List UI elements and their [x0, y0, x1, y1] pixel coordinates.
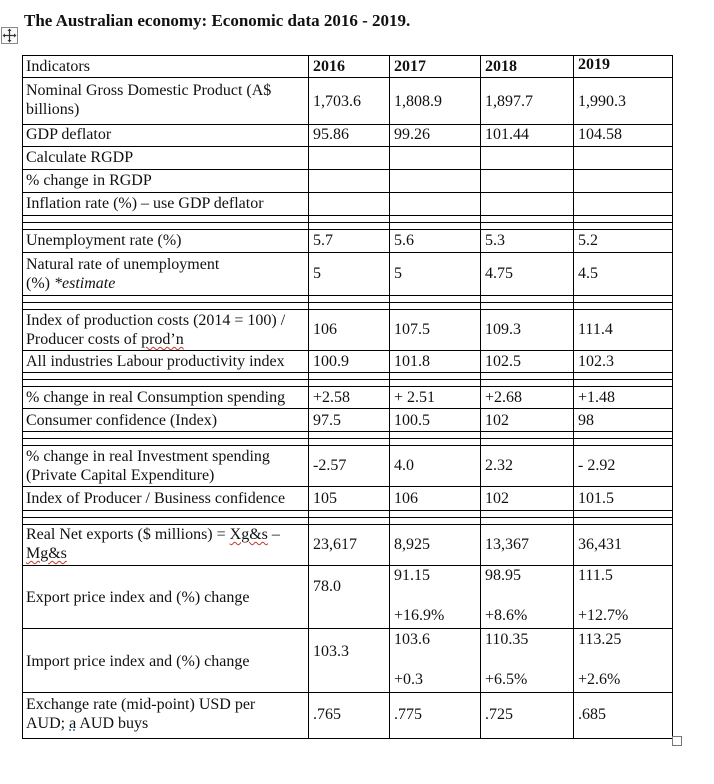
value-consumer-confidence-2018: 102	[485, 412, 509, 429]
value-consumption-2018: +2.68	[485, 389, 523, 406]
value-labour-productivity-2018: 102.5	[485, 353, 521, 370]
value-exchange-2017: .775	[394, 706, 422, 723]
value-natural-rate-2018: 4.75	[485, 265, 513, 282]
label-aud-buys: AUD buys	[76, 715, 149, 732]
label-business-confidence: Index of Producer / Business confidence	[26, 490, 286, 507]
row-divider	[23, 252, 672, 253]
label-xgs: Xg&s	[229, 526, 268, 543]
value-export-index-2017: 91.15	[394, 567, 430, 584]
header-2016: 2016	[313, 58, 345, 75]
value-export-change-2018: +8.6%	[485, 607, 528, 624]
label-production-costs-index: Index of production costs (2014 = 100) /	[26, 312, 286, 329]
value-nominal-gdp-2017: 1,808.9	[394, 93, 442, 110]
row-divider	[23, 408, 672, 409]
value-business-confidence-2019: 101.5	[578, 490, 614, 507]
value-unemployment-2017: 5.6	[394, 232, 414, 249]
label-exchange-rate: Exchange rate (mid-point) USD per	[26, 696, 256, 713]
row-divider	[23, 192, 672, 193]
header-indicators: Indicators	[26, 58, 90, 75]
row-divider	[23, 628, 672, 629]
value-import-change-2017: +0.3	[394, 671, 424, 688]
value-nominal-gdp-2018: 1,897.7	[485, 93, 533, 110]
value-net-exports-2019: 36,431	[578, 536, 622, 553]
label-investment-line2: (Private Capital Expenditure)	[26, 467, 215, 484]
row-divider	[23, 229, 672, 230]
value-import-change-2019: +2.6%	[578, 671, 621, 688]
value-investment-2017: 4.0	[394, 457, 414, 474]
value-net-exports-2016: 23,617	[313, 536, 357, 553]
table-move-handle[interactable]	[1, 27, 18, 44]
value-gdp-deflator-2017: 99.26	[394, 126, 430, 143]
label-production-costs-line2	[26, 331, 184, 349]
label-natural-rate-unit: (%)	[26, 275, 54, 292]
label-nominal-gdp: Nominal Gross Domestic Product (A$	[26, 82, 272, 99]
value-gdp-deflator-2016: 95.86	[313, 126, 349, 143]
label-aud: AUD;	[26, 715, 70, 732]
label-consumption-change: % change in real Consumption spending	[26, 389, 286, 406]
header-2019: 2019	[578, 56, 610, 73]
row-divider	[23, 517, 672, 518]
row-divider	[23, 565, 672, 566]
value-nominal-gdp-2016: 1,703.6	[313, 93, 361, 110]
value-natural-rate-2019: 4.5	[578, 265, 598, 282]
label-consumer-confidence: Consumer confidence (Index)	[26, 412, 218, 429]
label-export-price-index: Export price index and (%) change	[26, 589, 250, 606]
value-unemployment-2019: 5.2	[578, 232, 598, 249]
row-divider	[23, 77, 672, 78]
row-divider	[23, 379, 672, 380]
value-net-exports-2018: 13,367	[485, 536, 529, 553]
row-divider	[23, 309, 672, 310]
label-estimate-note: *estimate	[53, 275, 116, 292]
value-business-confidence-2018: 102	[485, 490, 509, 507]
value-consumption-2017: + 2.51	[394, 389, 436, 406]
value-export-change-2019: +12.7%	[578, 607, 629, 624]
row-divider	[23, 124, 672, 125]
row-divider	[23, 169, 672, 170]
row-divider	[23, 215, 672, 216]
value-investment-2019: - 2.92	[578, 457, 616, 474]
header-2017: 2017	[394, 58, 426, 75]
row-divider	[23, 431, 672, 432]
value-production-costs-2016: 106	[313, 321, 337, 338]
row-divider	[23, 302, 672, 303]
document-title: The Australian economy: Economic data 2016 - 2019.	[24, 11, 411, 30]
value-unemployment-2018: 5.3	[485, 232, 505, 249]
label-prodn-misspelled: prod’n	[141, 331, 184, 348]
value-production-costs-2018: 109.3	[485, 321, 521, 338]
economic-data-table[interactable]	[22, 55, 673, 739]
value-gdp-deflator-2018: 101.44	[485, 126, 529, 143]
label-mgs: Mg&s	[26, 545, 67, 562]
value-labour-productivity-2016: 100.9	[313, 353, 349, 370]
value-import-index-2017: 103.6	[394, 631, 430, 648]
row-divider	[23, 372, 672, 373]
value-export-index-2019: 111.5	[578, 567, 613, 584]
value-export-change-2017: +16.9%	[394, 607, 445, 624]
label-pct-change-rgdp: % change in RGDP	[26, 172, 152, 189]
value-investment-2016: -2.57	[313, 457, 347, 474]
label-exchange-rate-line2	[26, 715, 148, 733]
value-consumer-confidence-2019: 98	[578, 412, 594, 429]
value-natural-rate-2016: 5	[313, 265, 321, 282]
value-export-index-2018: 98.95	[485, 567, 521, 584]
value-consumption-2016: +2.58	[313, 389, 351, 406]
row-divider	[23, 486, 672, 487]
row-divider	[23, 222, 672, 223]
value-production-costs-2019: 111.4	[578, 321, 613, 338]
value-investment-2018: 2.32	[485, 457, 513, 474]
row-divider	[23, 692, 672, 693]
label-gdp-deflator: GDP deflator	[26, 126, 112, 143]
value-production-costs-2017: 107.5	[394, 321, 430, 338]
label-article-a: a	[69, 715, 77, 732]
label-import-price-index: Import price index and (%) change	[26, 653, 250, 670]
value-business-confidence-2016: 105	[313, 490, 337, 507]
value-consumption-2019: +1.48	[578, 389, 616, 406]
column-divider	[573, 56, 574, 738]
label-inflation-rate: Inflation rate (%) – use GDP deflator	[26, 195, 264, 212]
value-export-index-2016: 78.0	[313, 578, 341, 595]
move-arrows-icon	[2, 28, 17, 43]
value-exchange-2018: .725	[485, 706, 513, 723]
value-import-index-2018: 110.35	[485, 631, 529, 648]
column-divider	[480, 56, 481, 738]
label-producer-costs: Producer costs of	[26, 331, 142, 348]
label-investment-change: % change in real Investment spending	[26, 448, 270, 465]
value-unemployment-2016: 5.7	[313, 232, 333, 249]
label-calculate-rgdp: Calculate RGDP	[26, 149, 134, 166]
value-nominal-gdp-2019: 1,990.3	[578, 93, 626, 110]
row-divider	[23, 386, 672, 387]
label-net-exports-text: Real Net exports ($ millions) =	[26, 526, 230, 543]
label-nominal-gdp-line2: billions)	[26, 101, 80, 118]
row-divider	[23, 438, 672, 439]
label-net-exports-line2	[26, 545, 67, 563]
value-exchange-2019: .685	[578, 706, 606, 723]
value-business-confidence-2017: 106	[394, 490, 418, 507]
value-import-change-2018: +6.5%	[485, 671, 528, 688]
label-natural-rate-line2	[26, 275, 115, 293]
row-divider	[23, 295, 672, 296]
value-import-index-2016: 103.3	[313, 643, 349, 660]
label-unemployment-rate: Unemployment rate (%)	[26, 232, 182, 249]
value-gdp-deflator-2019: 104.58	[578, 126, 622, 143]
value-exchange-2016: .765	[313, 706, 341, 723]
label-minus: –	[267, 526, 280, 543]
row-divider	[23, 524, 672, 525]
value-consumer-confidence-2016: 97.5	[313, 412, 341, 429]
table-resize-handle[interactable]	[672, 736, 682, 746]
header-2018: 2018	[485, 58, 517, 75]
row-divider	[23, 146, 672, 147]
value-import-index-2019: 113.25	[578, 631, 622, 648]
value-net-exports-2017: 8,925	[394, 536, 430, 553]
row-divider	[23, 510, 672, 511]
label-labour-productivity: All industries Labour productivity index	[26, 353, 285, 370]
value-labour-productivity-2017: 101.8	[394, 353, 430, 370]
column-divider	[308, 56, 309, 738]
column-divider	[389, 56, 390, 738]
value-natural-rate-2017: 5	[394, 265, 402, 282]
value-consumer-confidence-2017: 100.5	[394, 412, 430, 429]
value-labour-productivity-2019: 102.3	[578, 353, 614, 370]
row-divider	[23, 445, 672, 446]
row-divider	[23, 350, 672, 351]
label-net-exports	[26, 526, 280, 544]
label-natural-rate: Natural rate of unemployment	[26, 256, 220, 273]
